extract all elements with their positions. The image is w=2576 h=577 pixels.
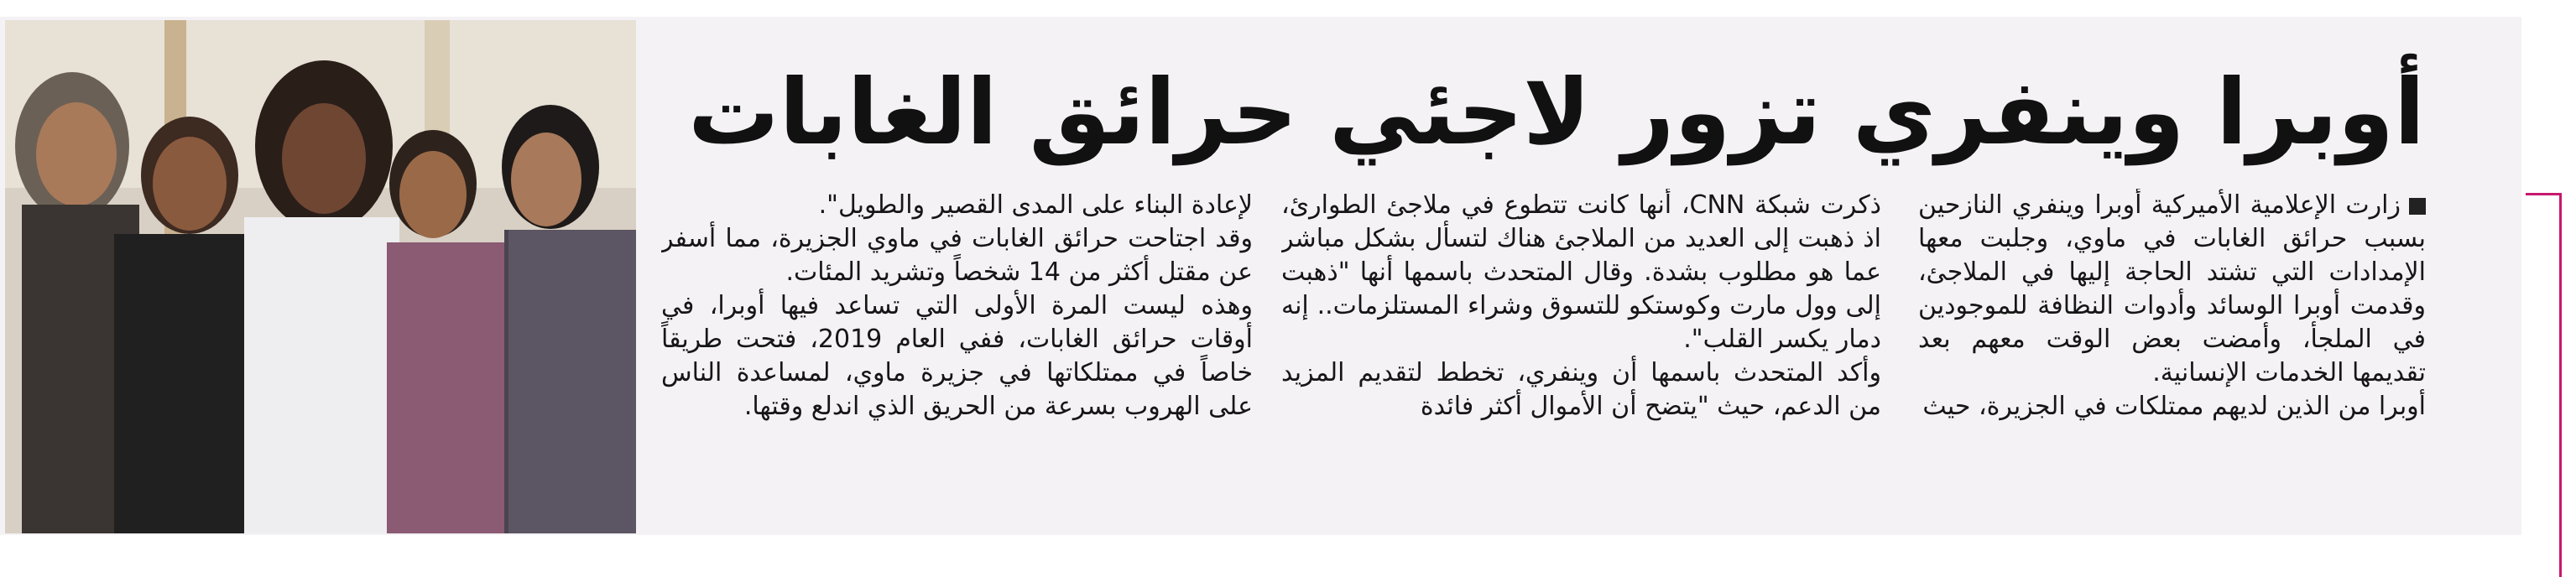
article-paragraph: ذكرت شبكة CNN، أنها كانت تتطوع في ملاجئ الطوارئ، اذ ذهبت إلى العديد من الملاجئ هناك لتسأل بشكل مباشر عما هو مطلوب بشدة. وقال المتحدث باسمها أنها "ذهبت إلى وول مارت وكوستكو للتسوق وشراء المستلزمات.. إنه دمار يكسر القلب".: [1281, 190, 1881, 354]
accent-rule-vertical: [2559, 193, 2562, 577]
article-paragraph: وأكد المتحدث باسمها أن وينفري، تخطط لتقديم المزيد من الدعم، حيث "يتضح أن الأموال أكثر فائدة: [1281, 358, 1881, 421]
article-paragraph: وقد اجتاحت حرائق الغابات في ماوي الجزيرة، مما أسفر عن مقتل أكثر من 14 شخصاً وتشريد المئات.: [661, 224, 1253, 287]
article-paragraph: وهذه ليست المرة الأولى التي تساعد فيها أوبرا، في أوقات حرائق الغابات، ففي العام 2019، فتحت طريقاً خاصاً في ممتلكاتها في جزيرة ماوي، لمساعدة الناس على الهروب بسرعة من الحريق الذي اندلع وقتها.: [661, 291, 1253, 421]
article-paragraph: أوبرا من الذين لديهم ممتلكات في الجزيرة، حيث: [1922, 392, 2426, 421]
article-column-1: [1918, 189, 2426, 520]
square-bullet-icon: [2409, 198, 2426, 215]
article-photo: [5, 20, 636, 533]
article-paragraph: [1918, 189, 2426, 390]
article-paragraph: لإعادة البناء على المدى القصير والطويل".: [818, 190, 1253, 220]
article-column-3: [661, 189, 1253, 520]
article-column-2: [1281, 189, 1881, 520]
paragraph-text: زارت الإعلامية الأميركية أوبرا وينفري النازحين بسبب حرائق الغابات في ماوي، وجلبت معها الإمدادات التي تشتد الحاجة إليها في الملاجئ، وقدمت أوبرا الوسائد وأدوات النظافة للموجودين في الملجأ، وأمضت بعض الوقت معهم بعد تقديمها الخدمات الإنسانية.: [1918, 190, 2426, 387]
accent-rule-horizontal: [2526, 193, 2561, 195]
article-headline: أوبرا وينفري تزور لاجئي حرائق الغابات: [688, 60, 2425, 165]
